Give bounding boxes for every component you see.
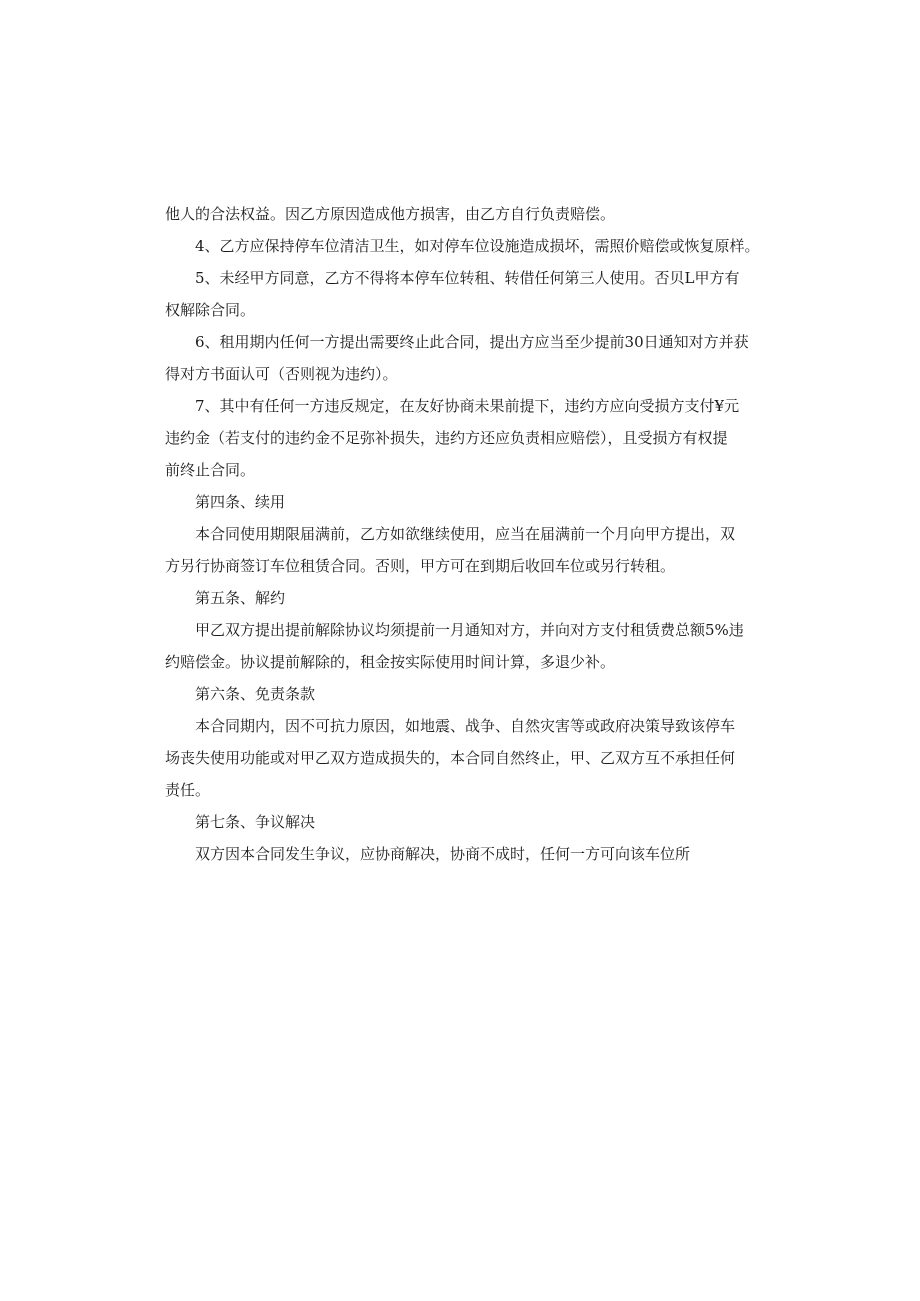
paragraph-line: 方另行协商签订车位租赁合同。否则，甲方可在到期后收回车位或另行转租。 [165, 557, 676, 575]
article-4-heading: 第四条、续用 [195, 493, 286, 511]
paragraph-line: 得对方书面认可（否则视为违约）。 [165, 365, 398, 383]
clause-7-line: 7、其中有任何一方违反规定，在友好协商未果前提下，违约方应向受损方支付¥元 [195, 397, 740, 415]
paragraph-line: 责任。 [165, 781, 211, 799]
paragraph-line: 本合同使用期限届满前，乙方如欲继续使用，应当在届满前一个月向甲方提出，双 [195, 525, 736, 543]
article-6-heading: 第六条、免责条款 [195, 685, 316, 703]
paragraph-line: 前终止合同。 [165, 461, 256, 479]
clause-5-line: 5、未经甲方同意，乙方不得将本停车位转租、转借任何第三人使用。否贝L甲方有 [195, 269, 740, 287]
contract-text-body [165, 198, 761, 870]
paragraph-line: 双方因本合同发生争议，应协商解决，协商不成时，任何一方可向该车位所 [195, 845, 691, 863]
paragraph-line: 违约金（若支付的违约金不足弥补损失，违约方还应负责相应赔偿），且受损方有权提 [165, 429, 728, 447]
article-7-heading: 第七条、争议解决 [195, 813, 316, 831]
paragraph-line: 他人的合法权益。因乙方原因造成他方损害，由乙方自行负责赔偿。 [165, 205, 616, 223]
article-5-heading: 第五条、解约 [195, 589, 286, 607]
paragraph-line: 约赔偿金。协议提前解除的，租金按实际使用时间计算，多退少补。 [165, 653, 616, 671]
paragraph-line: 场丧失使用功能或对甲乙双方造成损失的，本合同自然终止，甲、乙双方互不承担任何 [165, 749, 736, 767]
clause-6-line: 6、租用期内任何一方提出需要终止此合同，提出方应当至少提前30日通知对方并获 [195, 333, 749, 351]
paragraph-line: 权解除合同。 [165, 301, 256, 319]
paragraph-line: 甲乙双方提出提前解除协议均须提前一月通知对方，并向对方支付租赁费总额5%违 [195, 621, 744, 639]
paragraph-line: 本合同期内，因不可抗力原因，如地震、战争、自然灾害等或政府决策导致该停车 [195, 717, 736, 735]
clause-4-line: 4、乙方应保持停车位清洁卫生，如对停车位设施造成损坏，需照价赔偿或恢复原样。 [195, 237, 760, 255]
